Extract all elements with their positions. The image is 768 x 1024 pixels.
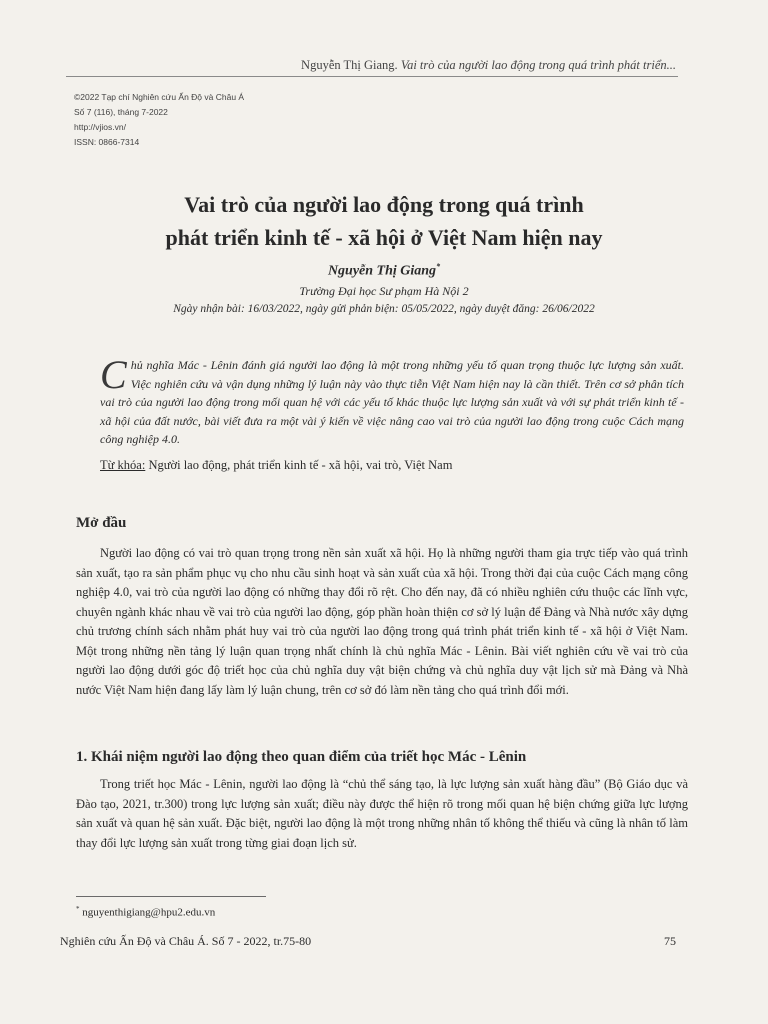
intro-paragraph: [76, 544, 688, 700]
article-title: [0, 188, 768, 254]
page-number: 75: [664, 934, 676, 948]
running-head-title: Vai trò của người lao động trong quá trình phát triển...: [400, 58, 676, 72]
section-1-paragraph: [76, 775, 688, 853]
footer-journal: Nghiên cứu Ấn Độ và Châu Á. Số 7 - 2022, tr.75-80: [60, 934, 312, 948]
keywords: [100, 458, 452, 473]
keywords-label: Từ khóa:: [100, 458, 146, 472]
author-name: [0, 262, 768, 280]
section-heading-intro: Mở đầu: [76, 515, 127, 531]
submission-dates: Ngày nhận bài: 16/03/2022, ngày gửi phản biện: 05/05/2022, ngày duyệt đăng: 26/06/2022: [173, 303, 595, 315]
footnote: [76, 905, 215, 919]
copyright-line: ©2022 Tạp chí Nghiên cứu Ấn Độ và Châu Á: [74, 92, 245, 102]
intro-paragraph-text: Người lao động có vai trò quan trọng trong nền sản xuất xã hội. Họ là những người tham gia trực tiếp vào quá trình sản xuất, tạo ra sản phẩm phục vụ cho nhu cầu sinh hoạt và sản xuất của xã hội. Trong thời đại của cuộc Cách mạng công nghiệp 4.0, vai trò của người lao động có những thay đổi rõ rệt. Cho đến nay, đã có nhiều nghiên cứu thuộc các lĩnh vực, chuyên ngành khác nhau về vai trò của người lao động, góp phần hoàn thiện cơ sở lý luận để Đảng và Nhà nước xây dựng chủ trương chính sách nhằm phát huy vai trò của người lao động trong quá trình phát triển kinh tế - xã hội ở Việt Nam. Một trong những nền tảng lý luận quan trọng nhất chính là chủ nghĩa Mác - Lênin. Bài viết nghiên cứu về vai trò của người lao động dưới góc độ triết học của chủ nghĩa duy vật biện chứng và chủ nghĩa duy vật lịch sử mà Đảng và Nhà nước Việt Nam hiện đang lấy làm lý luận chung, trên cơ sở đó làm nền tảng cho quá trình đổi mới.: [76, 546, 688, 697]
author-name-text: Nguyễn Thị Giang: [327, 263, 437, 279]
running-head-author: Nguyễn Thị Giang.: [301, 58, 398, 72]
footnote-mark: *: [76, 905, 80, 913]
abstract-text: hủ nghĩa Mác - Lênin đánh giá người lao động là một trong những yếu tố quan trọng thuộc lực lượng sản xuất. Việc nghiên cứu và vận dụng những lý luận này vào thực tiễn Việt Nam hiện nay là cần thiết. Trên cơ sở phân tích vai trò của người lao động trong mối quan hệ với các yếu tố khác thuộc lực lượng sản xuất và với sự phát triển kinh tế - xã hội của đất nước, bài viết đưa ra một vài ý kiến về việc nâng cao vai trò của người lao động trong cuộc Cách mạng công nghiệp 4.0.: [100, 358, 684, 446]
abstract-dropcap: C: [100, 352, 127, 397]
section-heading-1: 1. Khái niệm người lao động theo quan điểm của triết học Mác - Lênin: [76, 749, 527, 765]
abstract: [100, 352, 684, 449]
running-head: [301, 58, 676, 73]
journal-meta: [74, 90, 244, 150]
issue-line: Số 7 (116), tháng 7-2022: [74, 107, 168, 117]
author-affiliation: Trường Đại học Sư phạm Hà Nội 2: [299, 284, 469, 298]
keywords-text: Người lao động, phát triển kinh tế - xã hội, vai trò, Việt Nam: [148, 458, 453, 472]
footnote-email[interactable]: nguyenthigiang@hpu2.edu.vn: [79, 906, 216, 919]
issn-line: ISSN: 0866-7314: [74, 137, 140, 147]
journal-url[interactable]: http://vjios.vn/: [74, 122, 126, 132]
header-rule: [66, 76, 678, 77]
author-footnote-mark: *: [436, 262, 441, 271]
article-title-line-1: Vai trò của người lao động trong quá trình: [184, 192, 584, 217]
section-1-paragraph-text: Trong triết học Mác - Lênin, người lao động là “chủ thể sáng tạo, là lực lượng sản xuất hàng đầu” (Bộ Giáo dục và Đào tạo, 2021, tr.300) trong lực lượng sản xuất; điều này được thể hiện rõ trong mối quan hệ biện chứng giữa lực lượng sản xuất và quan hệ sản xuất. Đặc biệt, người lao động là một trong những nhân tố không thể thiếu và cũng là nhân tố làm thay đổi lực lượng sản xuất trong từng giai đoạn lịch sử.: [76, 777, 688, 850]
footnote-rule: [76, 896, 266, 897]
article-title-line-2: phát triển kinh tế - xã hội ở Việt Nam hiện nay: [165, 225, 603, 250]
